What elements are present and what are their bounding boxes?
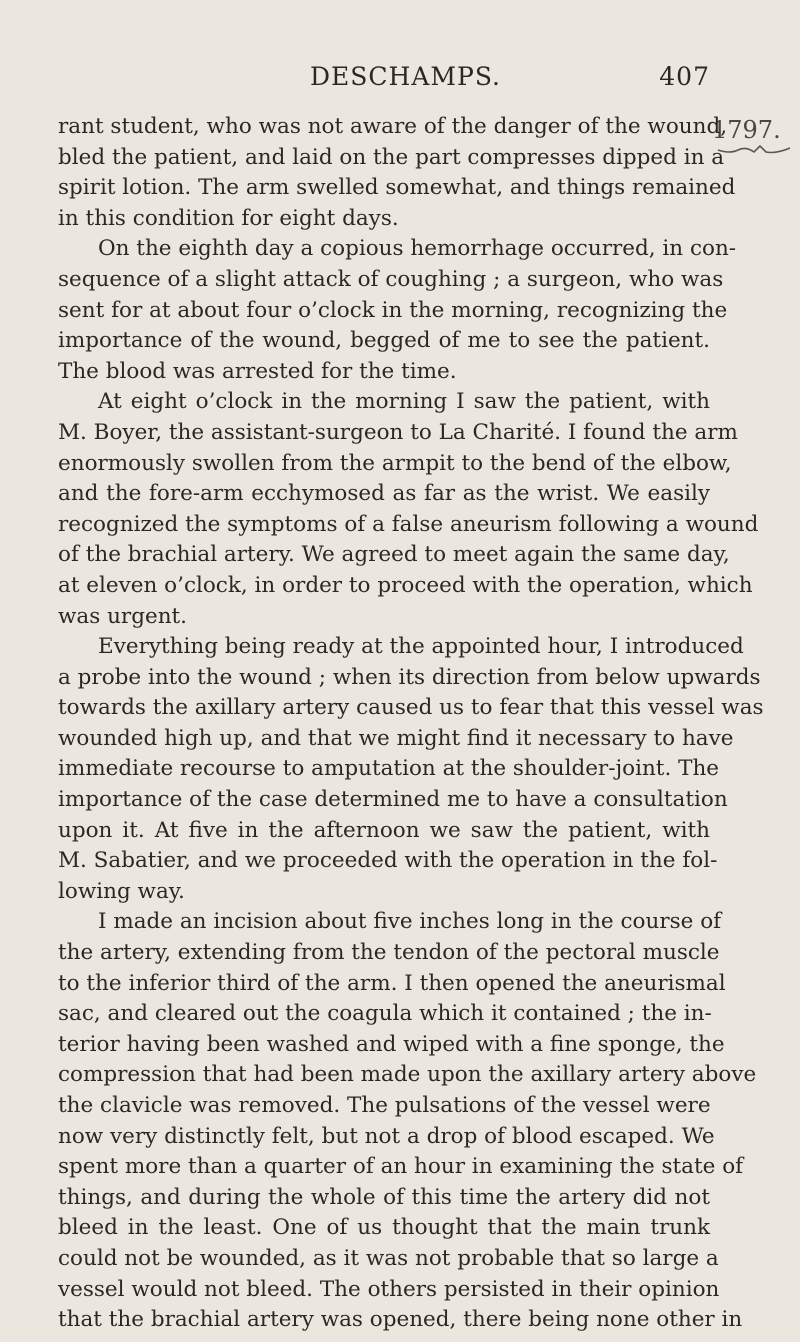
text-line: importance of the case determined me to have a consultation (58, 787, 728, 813)
text-line: a probe into the wound ; when its direction from below upwards (58, 664, 761, 690)
text-line: enormously swollen from the armpit to the bend of the elbow, (58, 450, 732, 476)
text-line: and the fore-arm ecchymosed as far as the wrist. We easily (58, 481, 710, 507)
text-line: spirit lotion. The arm swelled somewhat, and things remained (58, 175, 736, 201)
text-line: rant student, who was not aware of the danger of the wound, (58, 114, 728, 139)
text-line: sac, and cleared out the coagula which it contained ; the in- (58, 1001, 712, 1027)
text-line: the clavicle was removed. The pulsations of the vessel were (58, 1093, 711, 1118)
text-line: in this condition for eight days. (58, 205, 399, 231)
text-line: At eight o’clock in the morning I saw the patient, with (98, 389, 710, 415)
text-line: towards the axillary artery caused us to fear that this vessel was (58, 695, 764, 721)
text-line: I made an incision about five inches long in the course of (98, 909, 722, 935)
text-line: could not be wounded, as it was not probable that so large a (58, 1245, 719, 1271)
text-line: upon it. At five in the afternoon we saw the patient, with (58, 817, 710, 843)
text-line: Everything being ready at the appointed hour, I introduced (98, 634, 744, 660)
running-title: DESCHAMPS. (310, 62, 502, 91)
text-line: The blood was arrested for the time. (58, 358, 457, 384)
text-line: wounded high up, and that we might find it necessary to have (58, 725, 734, 751)
text-line: bleed in the least. One of us thought that the main trunk (58, 1215, 710, 1241)
text-line: compression that had been made upon the axillary artery above (58, 1062, 757, 1088)
text-line: spent more than a quarter of an hour in examining the state of (58, 1154, 744, 1180)
text-line: immediate recourse to amputation at the shoulder-joint. The (58, 756, 720, 782)
text-line: sequence of a slight attack of coughing ; a surgeon, who was (58, 266, 724, 292)
text-line: of the brachial artery. We agreed to meet again the same day, (58, 542, 730, 568)
text-line: recognized the symptoms of a false aneurism following a wound (58, 511, 759, 537)
text-line: the artery, extending from the tendon of the pectoral muscle (58, 940, 720, 966)
margin-flourish-mark (716, 142, 792, 158)
text-line: importance of the wound, begged of me to see the patient. (58, 328, 710, 354)
page-number: 407 (659, 62, 710, 91)
running-head (290, 62, 710, 102)
text-line: sent for at about four o’clock in the morning, recognizing the (58, 297, 728, 323)
text-line: vessel would not bleed. The others persisted in their opinion (58, 1276, 720, 1302)
text-line: On the eighth day a copious hemorrhage occurred, in con- (98, 236, 737, 262)
text-line: lowing way. (58, 878, 185, 904)
text-line: bled the patient, and laid on the part compresses dipped in a (58, 144, 725, 170)
text-line: M. Boyer, the assistant-surgeon to La Charité. I found the arm (58, 419, 738, 445)
text-line: at eleven o’clock, in order to proceed with the operation, which (58, 572, 753, 598)
text-line: M. Sabatier, and we proceeded with the operation in the fol- (58, 848, 718, 874)
text-line: things, and during the whole of this time the artery did not (58, 1184, 710, 1210)
text-line: was urgent. (58, 603, 188, 629)
text-line: terior having been washed and wiped with a fine sponge, the (58, 1031, 725, 1057)
text-line: that the brachial artery was opened, there being none other in (58, 1307, 743, 1333)
text-line: to the inferior third of the arm. I then opened the aneurismal (58, 970, 726, 996)
text-line: now very distinctly felt, but not a drop of blood escaped. We (58, 1123, 715, 1149)
margin-year-note: 1797. (712, 116, 781, 144)
